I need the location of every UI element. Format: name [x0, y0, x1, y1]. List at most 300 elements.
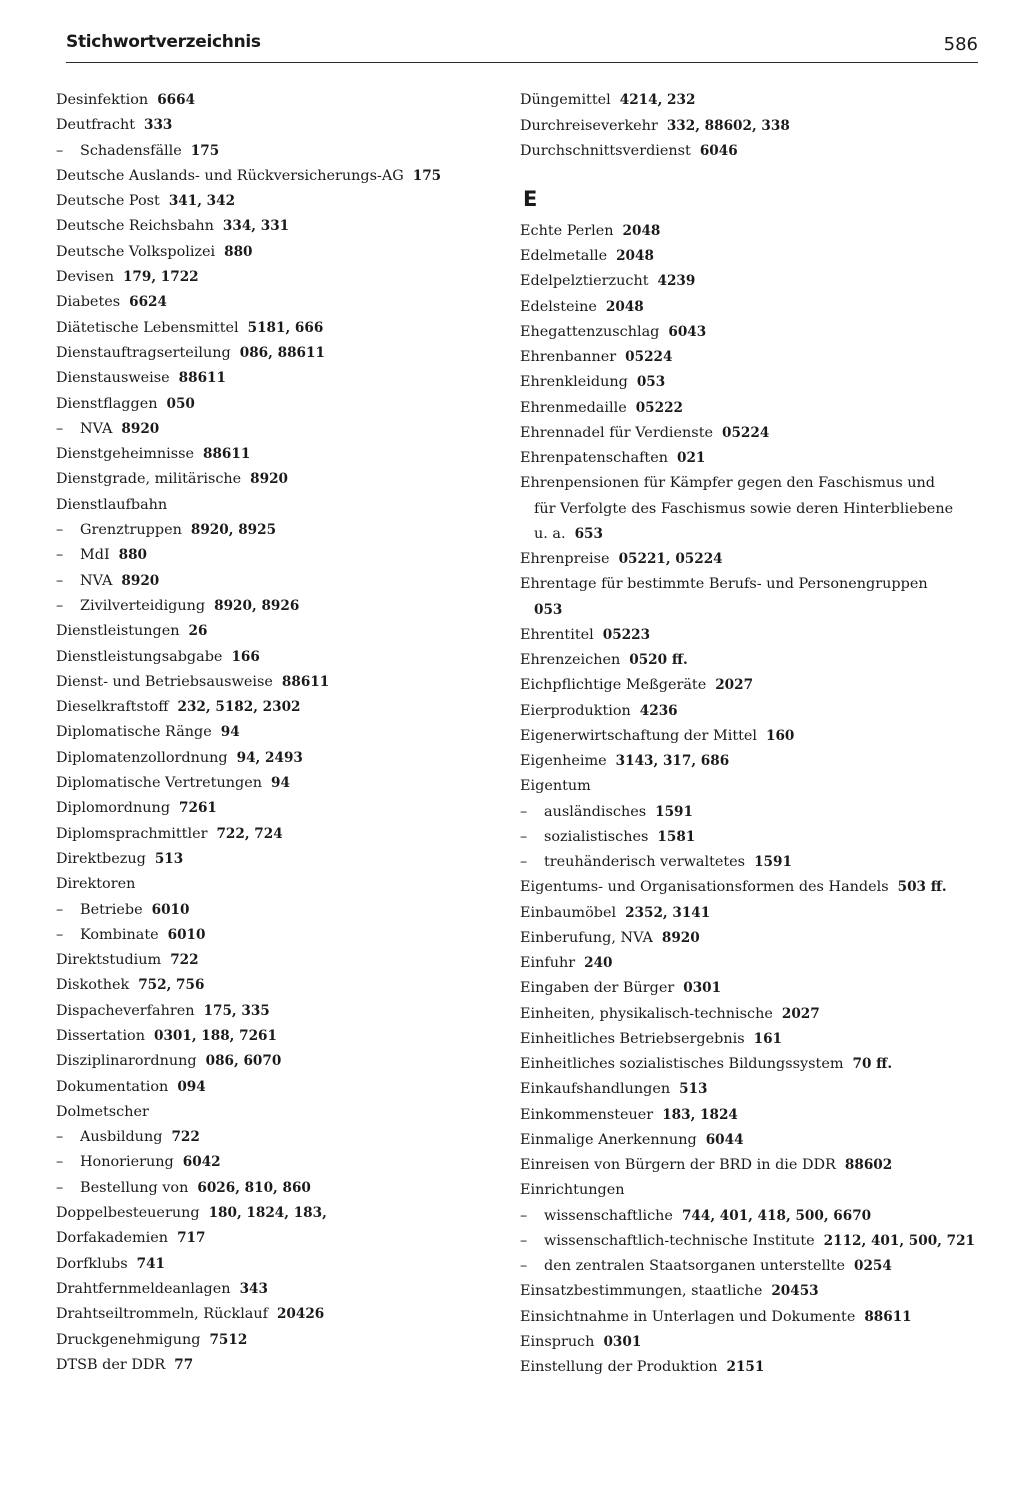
entry-term: Ehrenpatenschaften [520, 450, 668, 467]
index-entry [520, 1153, 975, 1178]
entry-page-ref: 722 [171, 1129, 200, 1146]
entry-page-ref: 94 [271, 775, 290, 792]
subentry-dash: – [56, 901, 64, 918]
index-subentry [520, 850, 975, 875]
entry-page-ref: 7512 [209, 1331, 248, 1348]
subentry-dash: – [520, 828, 528, 845]
index-entry [520, 1103, 975, 1128]
subentry-dash: – [520, 1207, 528, 1224]
index-entry [520, 320, 975, 345]
subentry-dash: – [520, 1232, 528, 1249]
entry-page-ref: 341, 342 [168, 193, 236, 210]
entry-term: Dienstleistungsabgabe [56, 648, 223, 665]
entry-term: Direktoren [56, 876, 136, 893]
entry-term: Diplomatische Ränge [56, 724, 212, 741]
entry-page-ref: 2027 [715, 677, 754, 694]
index-subentry [56, 417, 496, 442]
entry-term: Einheiten, physikalisch-technische [520, 1005, 773, 1022]
entry-page-ref: 513 [154, 850, 184, 867]
entry-term: Ausbildung [80, 1129, 163, 1146]
entry-page-ref: 160 [766, 727, 795, 744]
entry-page-ref: 6042 [182, 1154, 221, 1171]
index-entry [56, 290, 496, 315]
index-entry [56, 1075, 496, 1100]
entry-term: den zentralen Staatsorganen unterstellte [544, 1258, 845, 1275]
entry-page-ref: 179, 1722 [122, 269, 199, 286]
index-entry [520, 1279, 975, 1304]
index-entry [520, 421, 975, 446]
entry-page-ref: 26 [188, 623, 208, 640]
entry-term: Einheitliches Betriebsergebnis [520, 1030, 745, 1047]
subentry-dash: – [56, 597, 64, 614]
index-entry [520, 648, 975, 673]
index-entry [520, 926, 975, 951]
index-subentry [520, 1204, 975, 1229]
entry-term: Deutsche Post [56, 193, 160, 210]
subentry-dash: – [520, 854, 528, 871]
entry-page-ref: 6664 [157, 92, 196, 108]
index-subentry [56, 139, 496, 164]
index-column-left [56, 88, 496, 1378]
entry-term: Ehrentitel [520, 626, 594, 643]
subentry-dash: – [56, 1129, 64, 1146]
index-entry [520, 1027, 975, 1052]
entry-page-ref: 05222 [635, 399, 684, 416]
index-entry [56, 1024, 496, 1049]
entry-term: Durchschnittsverdienst [520, 143, 691, 160]
index-entry [520, 370, 975, 395]
index-entry [56, 88, 496, 113]
entry-page-ref: 752, 756 [138, 977, 205, 994]
entry-page-ref: 333 [144, 117, 173, 134]
index-entry [520, 497, 975, 522]
entry-page-ref: 086, 88611 [239, 344, 325, 361]
subentry-dash: – [56, 1179, 64, 1196]
entry-page-ref: 717 [177, 1230, 206, 1247]
entry-term: Dienstausweise [56, 370, 170, 387]
index-entry [56, 771, 496, 796]
index-entry [56, 695, 496, 720]
page-title: Stichwortverzeichnis [66, 32, 261, 52]
index-entry [56, 341, 496, 366]
entry-term: Ehegattenzuschlag [520, 323, 660, 340]
entry-term: Deutfracht [56, 117, 136, 134]
entry-term: Durchreiseverkehr [520, 117, 658, 134]
entry-page-ref: 653 [574, 525, 603, 542]
entry-term: Ehrenmedaille [520, 399, 627, 416]
entry-page-ref: 722, 724 [216, 825, 283, 842]
index-entry [56, 1252, 496, 1277]
entry-term: Einbaumöbel [520, 904, 617, 921]
entry-term: Direktstudium [56, 952, 162, 969]
index-entry [520, 547, 975, 572]
entry-term: Dokumentation [56, 1078, 169, 1095]
index-entry [520, 1305, 975, 1330]
index-entry [520, 875, 975, 900]
entry-term: Dorfklubs [56, 1255, 128, 1272]
entry-page-ref: 94, 2493 [236, 749, 303, 766]
entry-page-ref: 050 [166, 395, 195, 412]
entry-term: Bestellung von [80, 1179, 189, 1196]
index-entry [520, 88, 975, 114]
index-entry [56, 720, 496, 745]
entry-term: Deutsche Auslands- und Rückversicherungs-AG [56, 167, 404, 184]
entry-page-ref: 4236 [639, 702, 678, 719]
index-entry [56, 847, 496, 872]
entry-page-ref: 77 [174, 1356, 194, 1373]
index-entry [56, 822, 496, 847]
entry-term: Einrichtungen [520, 1182, 625, 1199]
index-entry [520, 446, 975, 471]
entry-page-ref: 175 [412, 167, 442, 184]
entry-term: Einsichtnahme in Unterlagen und Dokumente [520, 1308, 856, 1325]
index-subentry [56, 898, 496, 923]
entry-term: Edelpelztierzucht [520, 273, 649, 290]
entry-page-ref: 240 [584, 955, 613, 972]
index-subentry [56, 518, 496, 543]
index-entry [520, 269, 975, 294]
page-number: 586 [943, 34, 978, 55]
entry-page-ref: 2048 [616, 248, 654, 265]
entry-page-ref: 880 [224, 243, 253, 260]
entry-term: Dieselkraftstoff [56, 699, 169, 716]
index-entry [56, 1302, 496, 1327]
entry-page-ref: 8920 [121, 420, 160, 437]
entry-term: Desinfektion [56, 92, 149, 108]
entry-page-ref: 1581 [657, 828, 696, 845]
entry-term: Einberufung, NVA [520, 929, 653, 946]
entry-term: Drahtfernmeldeanlagen [56, 1280, 231, 1297]
entry-term: Eigenerwirtschaftung der Mittel [520, 727, 758, 744]
entry-term: Dispacheverfahren [56, 1002, 195, 1019]
index-subentry [56, 1125, 496, 1150]
index-entry [56, 113, 496, 138]
entry-term: Diplomsprachmittler [56, 825, 208, 842]
index-entry [520, 244, 975, 269]
entry-page-ref: 4239 [657, 273, 696, 290]
index-entry [56, 619, 496, 644]
index-subentry [56, 1150, 496, 1175]
index-entry [56, 392, 496, 417]
entry-term: Diplomatenzollordnung [56, 749, 228, 766]
index-entry [520, 572, 975, 597]
entry-term: Einkaufshandlungen [520, 1081, 671, 1098]
entry-page-ref: 05221, 05224 [618, 551, 723, 568]
index-subentry [520, 1254, 975, 1279]
index-entry [56, 189, 496, 214]
index-entry [56, 240, 496, 265]
entry-page-ref: 2048 [622, 222, 661, 239]
entry-page-ref: 1591 [754, 854, 792, 871]
index-subentry [56, 1176, 496, 1201]
index-subentry [520, 1229, 975, 1254]
entry-page-ref: 343 [239, 1280, 268, 1297]
index-entry [56, 1049, 496, 1074]
entry-term: treuhänderisch verwaltetes [544, 854, 746, 871]
entry-term: Edelsteine [520, 298, 597, 315]
entry-page-ref: 2151 [726, 1359, 765, 1376]
entry-term: Einkommensteuer [520, 1106, 654, 1123]
entry-term: Dorfakademien [56, 1230, 169, 1247]
index-entry [56, 1201, 496, 1226]
index-entry [56, 670, 496, 695]
subentry-dash: – [56, 420, 64, 437]
entry-term: Dienstleistungen [56, 623, 180, 640]
entry-term: Devisen [56, 269, 114, 286]
index-entry [56, 973, 496, 998]
index-entry [56, 999, 496, 1024]
entry-page-ref: 334, 331 [222, 218, 290, 235]
entry-page-ref: 722 [170, 952, 199, 969]
entry-term: Zivilverteidigung [80, 597, 206, 614]
entry-page-ref: 4214, 232 [619, 92, 696, 108]
index-entry [520, 219, 975, 244]
entry-page-ref: 6624 [129, 294, 167, 311]
index-entry [520, 951, 975, 976]
entry-term: DTSB der DDR [56, 1356, 166, 1373]
entry-page-ref: 0301 [683, 980, 722, 997]
entry-term: NVA [80, 420, 113, 437]
index-entry [56, 442, 496, 467]
entry-page-ref: 503 ff. [897, 879, 947, 896]
entry-page-ref: 094 [177, 1078, 206, 1095]
entry-page-ref: 180, 1824, 183, [208, 1205, 327, 1222]
entry-term: Diätetische Lebensmittel [56, 319, 239, 336]
index-subentry [56, 543, 496, 568]
entry-page-ref: 513 [679, 1081, 708, 1098]
entry-page-ref: 0301 [603, 1333, 642, 1350]
entry-page-ref: 086, 6070 [205, 1053, 282, 1070]
entry-page-ref: 2027 [781, 1005, 820, 1022]
entry-term: NVA [80, 572, 113, 589]
entry-page-ref: 161 [753, 1030, 783, 1047]
index-entry [56, 645, 496, 670]
index-entry [56, 366, 496, 391]
entry-term: Schadensfälle [80, 142, 182, 159]
entry-term: Dienstgrade, militärische [56, 471, 242, 488]
entry-term: Diskothek [56, 977, 130, 994]
entry-term: Einreisen von Bürgern der BRD in die DDR [520, 1157, 836, 1174]
entry-page-ref: 5181, 666 [247, 319, 324, 336]
entry-page-ref: 744, 401, 418, 500, 6670 [681, 1207, 872, 1224]
entry-term: Dienstauftragserteilung [56, 344, 231, 361]
index-entry [56, 1226, 496, 1251]
index-entry [56, 316, 496, 341]
entry-term: Drahtseiltrommeln, Rücklauf [56, 1306, 268, 1323]
index-entry [56, 948, 496, 973]
index-entry [520, 345, 975, 370]
entry-page-ref: 70 ff. [852, 1056, 893, 1073]
index-entry [520, 976, 975, 1001]
entry-term: wissenschaftliche [544, 1207, 673, 1224]
entry-page-ref: 8920, 8925 [190, 522, 277, 539]
entry-term: Ehrennadel für Verdienste [520, 424, 713, 441]
entry-term: Eigenheime [520, 753, 607, 770]
entry-term: Honorierung [80, 1154, 174, 1171]
section-letter: E [523, 186, 538, 211]
entry-term: Eigentums- und Organisationsformen des Handels [520, 879, 889, 896]
entry-term: Einfuhr [520, 955, 576, 972]
index-entry [56, 467, 496, 492]
entry-page-ref: 1591 [655, 803, 693, 820]
subentry-dash: – [56, 547, 64, 564]
index-entry [520, 1330, 975, 1355]
entry-term: Einsatzbestimmungen, staatliche [520, 1283, 763, 1300]
index-entry [520, 673, 975, 698]
entry-term: wissenschaftlich-technische Institute [544, 1232, 815, 1249]
entry-page-ref: 183, 1824 [662, 1106, 738, 1123]
entry-page-ref: 2112, 401, 500, 721 [823, 1232, 976, 1249]
entry-page-ref: 88611 [178, 370, 226, 387]
entry-page-ref: 053 [534, 601, 563, 618]
subentry-dash: – [56, 522, 64, 539]
entry-term: Düngemittel [520, 92, 611, 108]
index-entry [520, 1128, 975, 1153]
entry-page-ref: 3143, 317, 686 [615, 753, 730, 770]
entry-term: für Verfolgte des Faschismus sowie deren Hinterbliebene [534, 500, 954, 517]
index-subentry [56, 923, 496, 948]
entry-term: Ehrenzeichen [520, 652, 621, 669]
index-group-e [520, 219, 975, 1381]
entry-page-ref: 0301, 188, 7261 [154, 1027, 277, 1044]
entry-term: Echte Perlen [520, 222, 614, 239]
index-entry [56, 1328, 496, 1353]
index-entry [56, 493, 496, 518]
entry-term: Dissertation [56, 1027, 145, 1044]
subentry-dash: – [56, 1154, 64, 1171]
entry-page-ref: 6046 [699, 143, 738, 160]
index-entry [520, 598, 975, 623]
entry-term: Einstellung der Produktion [520, 1359, 718, 1376]
index-entry [520, 471, 975, 496]
entry-term: Einheitliches sozialistisches Bildungssystem [520, 1056, 844, 1073]
entry-term: Deutsche Volkspolizei [56, 243, 216, 260]
entry-page-ref: 741 [136, 1255, 165, 1272]
entry-page-ref: 88602 [844, 1157, 893, 1174]
entry-page-ref: 053 [636, 374, 666, 391]
subentry-dash: – [56, 926, 64, 943]
index-entry [520, 1052, 975, 1077]
entry-term: Eierproduktion [520, 702, 631, 719]
index-entry [520, 1077, 975, 1102]
entry-term: Grenztruppen [80, 522, 182, 539]
entry-page-ref: 20453 [771, 1283, 819, 1300]
entry-term: Dienst- und Betriebsausweise [56, 673, 273, 690]
subentry-dash: – [520, 803, 528, 820]
entry-page-ref: 88611 [203, 446, 251, 463]
entry-term: Deutsche Reichsbahn [56, 218, 214, 235]
entry-page-ref: 0520 ff. [629, 652, 688, 669]
entry-page-ref: 05224 [722, 424, 770, 441]
subentry-dash: – [56, 142, 64, 159]
index-entry [520, 522, 975, 547]
entry-page-ref: 880 [118, 547, 148, 564]
entry-term: Ehrenbanner [520, 349, 617, 366]
index-entry [520, 623, 975, 648]
entry-page-ref: 8920, 8926 [214, 597, 300, 614]
index-group-d-continued [520, 88, 975, 165]
entry-page-ref: 8920 [661, 929, 700, 946]
index-entry [56, 746, 496, 771]
entry-term: Eichpflichtige Meßgeräte [520, 677, 707, 694]
entry-term: Ehrentage für bestimmte Berufs- und Personengruppen [520, 576, 928, 593]
subentry-dash: – [520, 1258, 528, 1275]
entry-page-ref: 6043 [668, 323, 707, 340]
index-entry [520, 295, 975, 320]
entry-term: Einspruch [520, 1333, 595, 1350]
entry-page-ref: 05224 [625, 349, 673, 366]
entry-page-ref: 0254 [853, 1258, 892, 1275]
entry-term: Diplomordnung [56, 800, 171, 817]
page-header [66, 28, 978, 63]
entry-term: Kombinate [80, 926, 159, 943]
index-entry [56, 164, 496, 189]
index-subentry [56, 569, 496, 594]
entry-term: Ehrenkleidung [520, 374, 628, 391]
index-subentry [520, 825, 975, 850]
index-entry [520, 396, 975, 421]
entry-term: Disziplinarordnung [56, 1053, 197, 1070]
index-entry [56, 872, 496, 897]
index-entry [56, 265, 496, 290]
entry-term: ausländisches [544, 803, 647, 820]
index-entry [520, 1002, 975, 1027]
entry-term: Eigentum [520, 778, 591, 795]
entry-page-ref: 88611 [864, 1308, 912, 1325]
entry-term: Betriebe [80, 901, 143, 918]
entry-page-ref: 94 [220, 724, 240, 741]
index-entry [520, 724, 975, 749]
entry-term: u. a. [534, 525, 566, 542]
entry-term: Druckgenehmigung [56, 1331, 201, 1348]
index-entry [56, 1100, 496, 1125]
entry-term: MdI [80, 547, 110, 564]
index-subentry [56, 594, 496, 619]
index-column-right [520, 88, 975, 1380]
entry-page-ref: 6044 [705, 1131, 744, 1148]
entry-page-ref: 021 [676, 450, 706, 467]
entry-term: Dienstlaufbahn [56, 496, 168, 513]
entry-page-ref: 05223 [602, 626, 651, 643]
entry-term: Diabetes [56, 294, 121, 311]
entry-term: Einmalige Anerkennung [520, 1131, 697, 1148]
entry-term: Dolmetscher [56, 1103, 149, 1120]
entry-page-ref: 2048 [605, 298, 644, 315]
entry-term: Eingaben der Bürger [520, 980, 675, 997]
index-entry [520, 749, 975, 774]
entry-term: Doppelbesteuerung [56, 1205, 200, 1222]
entry-page-ref: 8920 [121, 572, 160, 589]
entry-page-ref: 232, 5182, 2302 [177, 699, 301, 716]
entry-term: Ehrenpreise [520, 551, 610, 568]
entry-term: sozialistisches [544, 828, 649, 845]
entry-page-ref: 175, 335 [203, 1002, 270, 1019]
entry-term: Direktbezug [56, 850, 146, 867]
entry-page-ref: 88611 [281, 673, 330, 690]
entry-page-ref: 166 [231, 648, 260, 665]
entry-page-ref: 7261 [179, 800, 217, 817]
entry-term: Dienstgeheimnisse [56, 446, 195, 463]
index-entry [520, 1355, 975, 1380]
index-entry [520, 901, 975, 926]
entry-term: Dienstflaggen [56, 395, 158, 412]
entry-term: Ehrenpensionen für Kämpfer gegen den Faschismus und [520, 475, 936, 492]
entry-page-ref: 2352, 3141 [625, 904, 711, 921]
entry-page-ref: 332, 88602, 338 [666, 117, 790, 134]
entry-page-ref: 6010 [151, 901, 190, 918]
index-entry [520, 139, 975, 165]
index-entry [520, 114, 975, 140]
